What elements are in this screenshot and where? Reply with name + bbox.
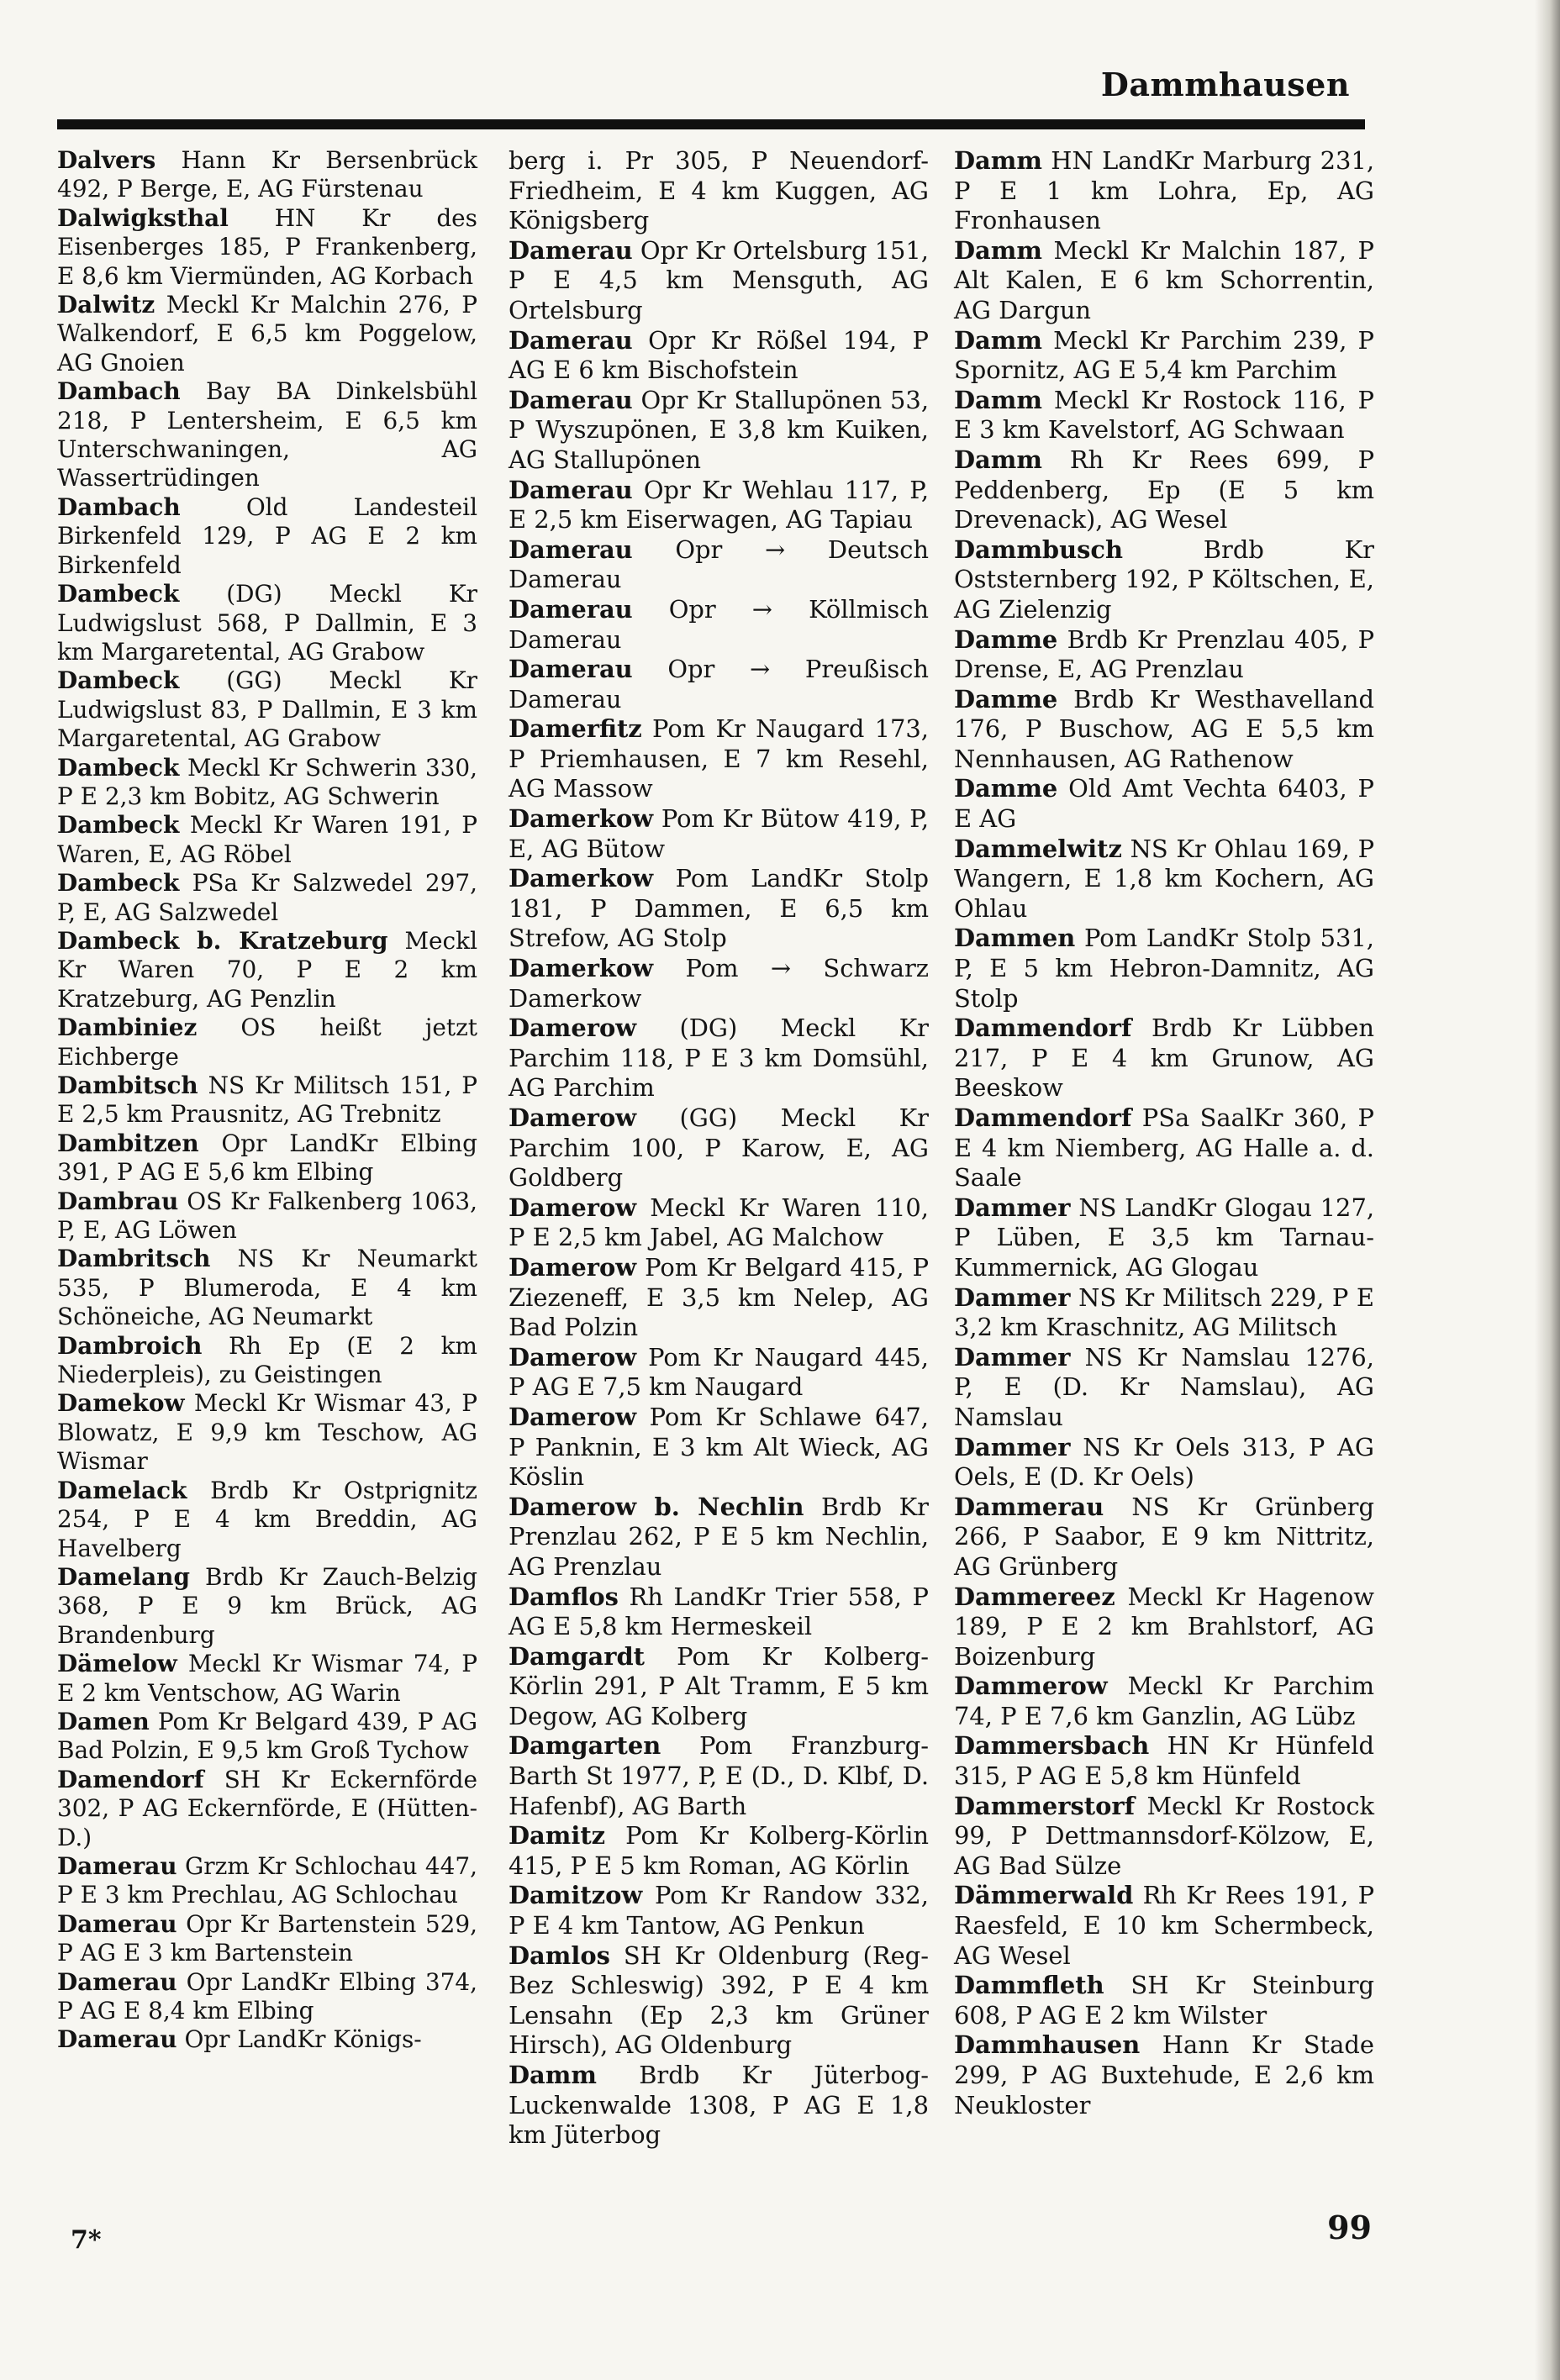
entry-headword: Damerau <box>57 1851 177 1880</box>
entry-headword: Damm <box>954 235 1042 265</box>
entry-text: NS Kr Ohlau 169, P Wangern, E 1,8 km Kochern, AG Ohlau <box>954 834 1375 923</box>
gazetteer-entry <box>954 1283 1374 1343</box>
gazetteer-entry <box>509 1493 929 1582</box>
entry-text: Opr Kr Bartenstein 529, P AG E 3 km Bartenstein <box>57 1909 477 1967</box>
gazetteer-entry <box>57 291 477 377</box>
gazetteer-entry <box>954 625 1374 685</box>
entry-headword: Damlos <box>509 1940 610 1970</box>
entry-headword: Damerow <box>509 1014 637 1043</box>
entry-text: Pom Kr Randow 332, P E 4 km Tantow, AG Penkun <box>509 1881 929 1940</box>
entry-text: Pom Kr Kolberg-Körlin 291, P Alt Tramm, E 5 km Degow, AG Kolberg <box>509 1641 929 1730</box>
gazetteer-entry <box>57 1650 477 1708</box>
entry-headword: Dambeck <box>57 666 180 695</box>
entry-headword: Damerow <box>509 1103 637 1132</box>
gazetteer-entry <box>954 2030 1374 2120</box>
gazetteer-entry <box>509 655 929 714</box>
entry-text: (GG) Meckl Kr Parchim 100, P Karow, E, AG Goldberg <box>509 1103 929 1193</box>
gazetteer-entry <box>954 924 1374 1014</box>
entry-headword: Dambiniez <box>57 1014 198 1042</box>
entry-text: NS LandKr Glogau 127, P Lüben, E 3,5 km Tarnau-Kummernick, AG Glogau <box>954 1193 1375 1282</box>
entry-text: Opr Kr Rößel 194, P AG E 6 km Bischofstein <box>509 325 929 385</box>
entry-headword: Damerkow <box>509 864 654 893</box>
entry-headword: Damerau <box>509 475 633 504</box>
gazetteer-entry <box>509 1193 929 1253</box>
entry-text: Meckl Kr Hagenow 189, P E 2 km Brahlstorf, AG Boizenburg <box>954 1582 1374 1671</box>
entry-headword: Dambritsch <box>57 1245 211 1273</box>
entry-headword: Dambach <box>57 377 181 406</box>
gazetteer-entry <box>57 666 477 753</box>
entry-text: Opr → Preußisch Damerau <box>509 655 930 713</box>
entry-headword: Damerau <box>509 534 633 564</box>
entry-headword: Damm <box>954 385 1042 414</box>
entry-headword: Damerau <box>509 655 633 684</box>
gazetteer-entry <box>954 1971 1374 2030</box>
entry-headword: Damelack <box>57 1476 187 1504</box>
header-rule <box>57 119 1365 129</box>
entry-headword: Dambach <box>57 492 181 521</box>
entry-text: Brdb Kr Zauch-Belzig 368, P E 9 km Brück, AG Brandenburg <box>57 1562 477 1649</box>
gazetteer-entry <box>509 1881 929 1940</box>
entry-text: NS Kr Namslau 1276, P, E (D. Kr Namslau), AG Namslau <box>954 1342 1374 1431</box>
entry-headword: Dämelow <box>57 1650 177 1678</box>
gazetteer-entry <box>509 535 929 595</box>
entry-headword: Dambroich <box>57 1331 203 1360</box>
entry-headword: Damerow <box>509 1252 637 1282</box>
entry-headword: Dammer <box>954 1282 1071 1312</box>
entry-headword: Damerau <box>509 594 633 624</box>
entry-text: Brdb Kr Ostprignitz 254, P E 4 km Breddin, AG Havelberg <box>57 1476 477 1562</box>
entry-headword: Dammerau <box>954 1492 1104 1521</box>
gazetteer-entry <box>954 1792 1374 1882</box>
entry-text: PSa SaalKr 360, P E 4 km Niemberg, AG Halle a. d. Saale <box>954 1103 1374 1193</box>
entry-text: Pom → Schwarz Damerkow <box>509 954 929 1013</box>
entry-text: Pom LandKr Stolp 531, P, E 5 km Hebron-Damnitz, AG Stolp <box>954 924 1374 1013</box>
entry-headword: Dammendorf <box>954 1014 1132 1043</box>
entry-text: Opr LandKr Königs- <box>184 2025 422 2054</box>
entry-headword: Dammer <box>954 1342 1071 1372</box>
entry-headword: Dammer <box>954 1432 1071 1461</box>
entry-headword: Damflos <box>509 1582 619 1611</box>
entry-headword: Damme <box>954 684 1058 713</box>
entry-headword: Damerow <box>509 1193 637 1222</box>
entry-text: NS Kr Neumarkt 535, P Blumeroda, E 4 km Schöneiche, AG Neumarkt <box>57 1245 477 1331</box>
gazetteer-entry <box>57 2025 477 2054</box>
entry-headword: Dambeck <box>57 580 180 608</box>
entry-text: Pom Kr Belgard 439, P AG Bad Polzin, E 9,5 km Groß Tychow <box>57 1707 477 1765</box>
entry-text: Rh LandKr Trier 558, P AG E 5,8 km Hermeskeil <box>509 1582 929 1641</box>
entry-text: Opr Kr Stallupönen 53, P Wyszupönen, E 3,8 km Kuiken, AG Stallupönen <box>509 385 930 474</box>
entry-headword: Dambitzen <box>57 1129 199 1157</box>
running-head: Dammhausen <box>1100 66 1350 103</box>
entry-headword: Damgarten <box>509 1731 661 1761</box>
column-middle <box>509 146 929 2151</box>
entry-headword: Damm <box>954 325 1042 355</box>
entry-headword: Damerau <box>509 385 633 414</box>
entry-headword: Dalvers <box>57 146 156 174</box>
gazetteer-entry <box>509 954 929 1014</box>
entry-headword: Damerau <box>57 1909 177 1938</box>
entry-headword: Dammendorf <box>954 1103 1132 1132</box>
entry-text: Meckl Kr Wismar 43, P Blowatz, E 9,9 km Teschow, AG Wismar <box>57 1389 477 1476</box>
gazetteer-entry <box>509 1403 929 1493</box>
signature-mark: 7* <box>71 2225 102 2255</box>
entry-text: Opr → Deutsch Damerau <box>509 534 930 594</box>
gazetteer-entry <box>954 146 1374 236</box>
entry-text: Grzm Kr Schlochau 447, P E 3 km Prechlau, AG Schlochau <box>57 1851 477 1909</box>
entry-text: Rh Kr Rees 191, P Raesfeld, E 10 km Schermbeck, AG Wesel <box>954 1881 1375 1970</box>
entry-text: berg i. Pr 305, P Neuendorf-Friedheim, E 4 km Kuggen, AG Königsberg <box>509 146 929 235</box>
entry-headword: Damendorf <box>57 1765 204 1793</box>
gazetteer-entry <box>509 146 929 236</box>
entry-text: SH Kr Eckernförde 302, P AG Eckernförde, E (Hütten-D.) <box>57 1765 477 1851</box>
entry-headword: Damerow <box>509 1342 637 1372</box>
gazetteer-entry <box>509 1253 929 1343</box>
entry-text: Brdb Kr Oststernberg 192, P Költschen, E, AG Zielenzig <box>954 534 1374 624</box>
gazetteer-entry <box>57 754 477 812</box>
gazetteer-entry <box>57 1014 477 1072</box>
gazetteer-entry <box>954 774 1374 834</box>
gazetteer-entry <box>954 1014 1374 1103</box>
gazetteer-entry <box>954 835 1374 924</box>
entry-headword: Dambeck <box>57 811 180 840</box>
gazetteer-entry <box>509 1731 929 1821</box>
entry-headword: Dambrau <box>57 1187 179 1215</box>
gazetteer-entry <box>954 445 1374 535</box>
entry-headword: Dammereez <box>954 1582 1115 1611</box>
gazetteer-entry <box>57 493 477 580</box>
entry-text: Meckl Kr Schwerin 330, P E 2,3 km Bobitz, AG Schwerin <box>57 753 477 810</box>
gazetteer-entry <box>57 1477 477 1563</box>
entry-headword: Damen <box>57 1707 150 1735</box>
entry-headword: Damgardt <box>509 1641 646 1671</box>
entry-headword: Damm <box>954 146 1042 175</box>
gazetteer-entry <box>954 386 1374 445</box>
gazetteer-entry <box>954 1343 1374 1433</box>
gazetteer-entry <box>509 1821 929 1881</box>
entry-headword: Dambeck <box>57 753 180 782</box>
entry-text: Rh Ep (E 2 km Niederpleis), zu Geistingen <box>57 1331 477 1389</box>
gazetteer-entry <box>509 1103 929 1193</box>
gazetteer-entry <box>954 236 1374 326</box>
gazetteer-entry <box>509 476 929 535</box>
entry-text: Pom Kr Naugard 173, P Priemhausen, E 7 km Resehl, AG Massow <box>509 714 929 803</box>
gazetteer-entry <box>954 685 1374 775</box>
entry-text: NS Kr Oels 313, P AG Oels, E (D. Kr Oels) <box>954 1432 1374 1492</box>
gazetteer-entry <box>509 595 929 655</box>
entry-text: Meckl Kr Wismar 74, P E 2 km Ventschow, AG Warin <box>57 1650 477 1707</box>
gazetteer-entry <box>509 1941 929 2061</box>
gazetteer-entry <box>509 2061 929 2151</box>
entry-headword: Damerau <box>57 2025 177 2054</box>
gazetteer-entry <box>57 811 477 869</box>
gazetteer-entry <box>954 1672 1374 1731</box>
gazetteer-entry <box>509 326 929 386</box>
entry-headword: Damerfitz <box>509 714 642 744</box>
entry-text: Brdb Kr Prenzlau 262, P E 5 km Nechlin, AG Prenzlau <box>509 1492 929 1581</box>
entry-text: HN Kr Hünfeld 315, P AG E 5,8 km Hünfeld <box>954 1731 1375 1791</box>
entry-headword: Dammerstorf <box>954 1791 1136 1820</box>
gazetteer-entry <box>57 1708 477 1766</box>
gazetteer-entry <box>509 804 929 864</box>
entry-text: Meckl Kr Parchim 239, P Spornitz, AG E 5,4 km Parchim <box>954 325 1374 385</box>
column-left <box>57 146 477 2055</box>
gazetteer-entry <box>954 1582 1374 1672</box>
gazetteer-entry <box>509 236 929 326</box>
entry-text: Rh Kr Rees 699, P Peddenberg, Ep (E 5 km Drevenack), AG Wesel <box>954 445 1375 534</box>
entry-text: (DG) Meckl Kr Parchim 118, P E 3 km Domsühl, AG Parchim <box>509 1014 929 1103</box>
gazetteer-entry <box>57 1187 477 1245</box>
entry-text: Pom Kr Naugard 445, P AG E 7,5 km Naugard <box>509 1342 929 1402</box>
entry-text: PSa Kr Salzwedel 297, P, E, AG Salzwedel <box>57 869 478 926</box>
entry-text: Opr → Köllmisch Damerau <box>509 594 930 654</box>
entry-headword: Damerow <box>509 1402 637 1431</box>
entry-text: Hann Kr Stade 299, P AG Buxtehude, E 2,6 km Neukloster <box>954 2030 1374 2119</box>
gazetteer-entry <box>509 386 929 476</box>
gazetteer-entry <box>954 1193 1374 1283</box>
gazetteer-entry <box>954 1731 1374 1791</box>
entry-headword: Damelang <box>57 1562 190 1591</box>
entry-headword: Dammerow <box>954 1672 1108 1701</box>
entry-text: Brdb Kr Westhavelland 176, P Buschow, AG E 5,5 km Nennhausen, AG Rathenow <box>954 684 1375 773</box>
gazetteer-entry <box>509 864 929 954</box>
gazetteer-entry <box>57 1563 477 1650</box>
entry-headword: Dammhausen <box>954 2030 1141 2060</box>
entry-text: Pom Franzburg-Barth St 1977, P, E (D., D. Klbf, D. Hafenbf), AG Barth <box>509 1731 929 1820</box>
entry-headword: Damerkow <box>509 954 654 983</box>
gazetteer-entry <box>57 1129 477 1187</box>
gazetteer-entry <box>954 535 1374 625</box>
entry-headword: Dammen <box>954 924 1076 953</box>
entry-text: Pom Kr Belgard 415, P Ziezeneff, E 3,5 km Nelep, AG Bad Polzin <box>509 1252 930 1342</box>
entry-text: Meckl Kr Waren 191, P Waren, E, AG Röbel <box>57 811 477 868</box>
entry-text: Old Amt Vechta 6403, P E AG <box>954 774 1374 834</box>
entry-headword: Dammersbach <box>954 1731 1150 1761</box>
entry-text: HN Kr des Eisenberges 185, P Frankenberg, E 8,6 km Viermünden, AG Korbach <box>57 203 477 290</box>
entry-headword: Dalwitz <box>57 291 155 319</box>
entry-headword: Dambitsch <box>57 1072 198 1099</box>
entry-headword: Damerau <box>57 1967 177 1996</box>
entry-text: Meckl Kr Rostock 99, P Dettmannsdorf-Kölzow, E, AG Bad Sülze <box>954 1791 1375 1880</box>
entry-headword: Damerau <box>509 235 633 265</box>
gazetteer-entry <box>57 204 477 291</box>
entry-headword: Dammfleth <box>954 1971 1104 2000</box>
column-right <box>954 146 1374 2120</box>
gazetteer-entry <box>509 1014 929 1103</box>
gazetteer-entry <box>57 1910 477 1968</box>
entry-text: Bay BA Dinkelsbühl 218, P Lentersheim, E 6,5 km Unterschwaningen, AG Wassertrüdingen <box>57 377 477 492</box>
gazetteer-entry <box>57 377 477 493</box>
gazetteer-entry <box>57 1852 477 1910</box>
entry-text: Brdb Kr Jüterbog-Luckenwalde 1308, P AG E 1,8 km Jüterbog <box>509 2061 930 2150</box>
entry-text: Opr Kr Ortelsburg 151, P E 4,5 km Mensguth, AG Ortelsburg <box>509 235 929 324</box>
gazetteer-entry <box>57 1072 477 1129</box>
entry-text: HN LandKr Marburg 231, P E 1 km Lohra, Ep, AG Fronhausen <box>954 146 1375 235</box>
gazetteer-entry <box>57 580 477 666</box>
entry-text: Hann Kr Bersenbrück 492, P Berge, E, AG Fürstenau <box>57 146 477 203</box>
gazetteer-entry <box>57 927 477 1014</box>
entry-text: NS Kr Militsch 151, P E 2,5 km Prausnitz, AG Trebnitz <box>57 1072 477 1129</box>
entry-headword: Dammelwitz <box>954 834 1122 863</box>
entry-headword: Dämmerwald <box>954 1881 1134 1910</box>
entry-text: Meckl Kr Parchim 74, P E 7,6 km Ganzlin, AG Lübz <box>954 1672 1375 1730</box>
entry-text: (GG) Meckl Kr Ludwigslust 83, P Dallmin, E 3 km Margaretental, AG Grabow <box>57 666 477 753</box>
entry-text: Meckl Kr Rostock 116, P E 3 km Kavelstorf, AG Schwaan <box>954 385 1374 445</box>
entry-text: Meckl Kr Malchin 276, P Walkendorf, E 6,5 km Poggelow, AG Gnoien <box>57 291 477 376</box>
entry-text: NS Kr Grünberg 266, P Saabor, E 9 km Nittritz, AG Grünberg <box>954 1492 1374 1581</box>
entry-text: Pom Kr Kolberg-Körlin 415, P E 5 km Roman, AG Körlin <box>509 1821 929 1880</box>
entry-text: Opr LandKr Elbing 391, P AG E 5,6 km Elbing <box>57 1129 477 1187</box>
gazetteer-entry <box>509 1343 929 1403</box>
entry-text: SH Kr Steinburg 608, P AG E 2 km Wilster <box>954 1971 1375 2030</box>
gazetteer-entry <box>57 1245 477 1331</box>
entry-headword: Dammer <box>954 1193 1071 1222</box>
entry-text: Meckl Kr Malchin 187, P Alt Kalen, E 6 km Schorrentin, AG Dargun <box>954 235 1374 324</box>
entry-text: Pom LandKr Stolp 181, P Dammen, E 6,5 km Strefow, AG Stolp <box>509 864 929 953</box>
gazetteer-entry <box>57 1968 477 2026</box>
entry-headword: Dambeck <box>57 869 180 898</box>
entry-headword: Damerau <box>509 325 633 355</box>
entry-text: OS Kr Falkenberg 1063, P, E, AG Löwen <box>57 1187 477 1245</box>
page-number: 99 <box>1327 2209 1372 2246</box>
entry-text: Old Landesteil Birkenfeld 129, P AG E 2 km Birkenfeld <box>57 492 477 579</box>
entry-text: Brdb Kr Lübben 217, P E 4 km Grunow, AG Beeskow <box>954 1014 1374 1103</box>
gazetteer-entry <box>954 1103 1374 1193</box>
page-edge-shadow <box>1535 0 1560 2380</box>
entry-headword: Damekow <box>57 1389 185 1418</box>
entry-headword: Dammbusch <box>954 534 1123 564</box>
gazetteer-entry <box>954 326 1374 386</box>
gazetteer-entry <box>57 869 477 927</box>
entry-headword: Damitzow <box>509 1881 643 1910</box>
entry-headword: Damm <box>954 445 1042 474</box>
entry-headword: Dambeck b. Kratzeburg <box>57 926 388 955</box>
entry-text: SH Kr Oldenburg (Reg-Bez Schleswig) 392, P E 4 km Lensahn (Ep 2,3 km Grüner Hirsch), AG Oldenburg <box>509 1940 929 2060</box>
gazetteer-entry <box>57 146 477 204</box>
entry-text: Meckl Kr Waren 70, P E 2 km Kratzeburg, AG Penzlin <box>57 926 477 1013</box>
entry-headword: Damm <box>509 2061 597 2089</box>
entry-text: OS heißt jetzt Eichberge <box>57 1014 477 1071</box>
entry-headword: Dalwigksthal <box>57 203 229 232</box>
entry-text: Pom Kr Bütow 419, P, E, AG Bütow <box>509 804 929 863</box>
entry-text: NS Kr Militsch 229, P E 3,2 km Kraschnitz, AG Militsch <box>954 1282 1374 1342</box>
entry-headword: Damitz <box>509 1821 606 1851</box>
gazetteer-entry <box>954 1881 1374 1971</box>
gazetteer-entry <box>57 1389 477 1476</box>
entry-headword: Damme <box>954 774 1058 803</box>
entry-text: (DG) Meckl Kr Ludwigslust 568, P Dallmin, E 3 km Margaretental, AG Grabow <box>57 580 478 666</box>
entry-text: Meckl Kr Waren 110, P E 2,5 km Jabel, AG Malchow <box>509 1193 929 1252</box>
gazetteer-entry <box>57 1766 477 1852</box>
entry-headword: Damme <box>954 624 1058 654</box>
entry-text: Opr Kr Wehlau 117, P, E 2,5 km Eiserwagen, AG Tapiau <box>509 475 930 534</box>
gazetteer-entry <box>954 1433 1374 1493</box>
gazetteer-entry <box>509 714 929 804</box>
entry-text: Opr LandKr Elbing 374, P AG E 8,4 km Elbing <box>57 1967 477 2025</box>
gazetteer-entry <box>509 1642 929 1732</box>
entry-text: Pom Kr Schlawe 647, P Panknin, E 3 km Alt Wieck, AG Köslin <box>509 1402 929 1492</box>
entry-headword: Damerkow <box>509 804 654 834</box>
gazetteer-entry <box>509 1582 929 1642</box>
entry-headword: Damerow b. Nechlin <box>509 1492 804 1521</box>
entry-text: Brdb Kr Prenzlau 405, P Drense, E, AG Prenzlau <box>954 624 1375 684</box>
gazetteer-entry <box>954 1493 1374 1582</box>
gazetteer-entry <box>57 1332 477 1390</box>
